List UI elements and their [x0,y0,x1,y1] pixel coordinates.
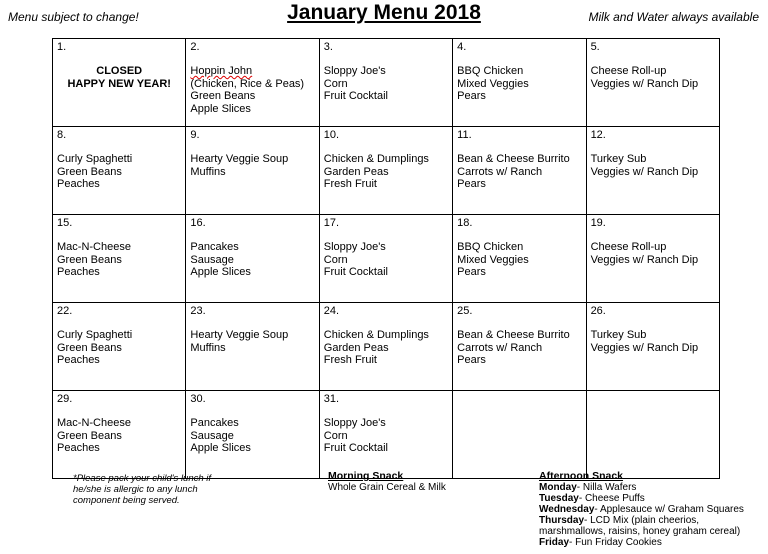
menu-item: Chicken & Dumplings [323,329,429,341]
menu-item: Curly Spaghetti [57,329,133,341]
menu-item: Veggies w/ Ranch Dip [590,253,699,266]
menu-item: Veggies w/ Ranch Dip [590,77,699,90]
calendar-day-cell [186,39,319,127]
menu-item: Mixed Veggies [457,77,529,90]
snack-food: - LCD Mix (plain cheerios, marshmallows, raisins, honey graham cereal) [539,515,741,537]
menu-item: (Chicken, Rice & Peas) [190,77,305,90]
calendar-week-row [53,391,720,479]
menu-item: BBQ Chicken [457,65,524,77]
menu-item: Pancakes [190,241,239,253]
menu-item: Pears [457,266,486,278]
menu-item: Hearty Veggie Soup [190,153,289,165]
menu-item: Green Beans [57,165,122,178]
calendar-day-cell [53,391,186,479]
calendar-week-row [53,127,720,215]
calendar-day-cell [319,39,452,127]
menu-item: Fruit Cocktail [323,442,388,454]
menu-item: Turkey Sub [590,329,647,341]
day-number: 17. [323,217,340,229]
day-number: 9. [190,129,200,141]
snack-food: - Fun Friday Cookies [569,537,662,548]
calendar-week-row [53,215,720,303]
menu-item: Green Beans [190,90,256,102]
day-number [591,393,715,417]
snack-weekday: Monday [539,482,577,493]
menu-item: Bean & Cheese Burrito [457,329,570,341]
menu-item: Green Beans [57,341,122,354]
day-number: 18. [457,217,473,229]
calendar-day-cell [186,391,319,479]
day-number: 23. [190,305,206,317]
calendar-day-cell [186,127,319,215]
menu-item: Garden Peas [323,165,389,178]
menu-item: Veggies w/ Ranch Dip [590,341,699,354]
morning-snack [328,471,446,493]
closed-notice: CLOSED [96,65,143,77]
calendar-day-cell [453,391,586,479]
menu-item: Carrots w/ Ranch [457,341,543,354]
calendar-day-cell [586,303,719,391]
snack-food: - Cheese Puffs [578,493,645,504]
afternoon-snack-item [539,515,768,537]
day-number [457,393,581,417]
afternoon-snack-title: Afternoon Snack [539,470,624,482]
menu-item: Peaches [57,442,100,454]
menu-item: Sloppy Joe's [323,241,386,253]
afternoon-snack-item [539,537,768,548]
calendar-day-cell [53,39,186,127]
calendar-day-cell [53,215,186,303]
allergy-note: *Please pack your child's lunch if he/she is allergic to any lunch component being served. [73,473,212,506]
afternoon-snack [539,471,768,548]
menu-item: Corn [323,429,348,442]
calendar-week-row [53,303,720,391]
calendar-week-row [53,39,720,127]
menu-item: Bean & Cheese Burrito [457,153,570,165]
snack-food: - Nilla Wafers [576,482,637,493]
calendar-day-cell [53,127,186,215]
calendar-day-cell [186,215,319,303]
menu-item: BBQ Chicken [457,241,524,253]
day-number: 2. [190,41,200,53]
day-number: 31. [323,393,340,405]
calendar-day-cell [453,303,586,391]
morning-snack-title: Morning Snack [328,470,404,482]
day-number: 26. [590,305,606,317]
snack-food: - Applesauce w/ Graham Squares [594,504,744,515]
menu-item: Fresh Fruit [323,178,377,190]
calendar-body [53,39,720,479]
closed-notice: HAPPY NEW YEAR! [67,77,171,90]
menu-change-note: Menu subject to change! [8,10,139,24]
calendar-day-cell [319,127,452,215]
menu-item: Mixed Veggies [457,253,529,266]
menu-item: Cheese Roll-up [590,65,667,77]
day-number: 22. [57,305,73,317]
calendar-day-cell [453,215,586,303]
snack-weekday: Friday [539,537,570,548]
day-number: 11. [457,129,472,141]
day-number: 1. [57,41,67,53]
day-number: 25. [457,305,473,317]
menu-item: Sloppy Joe's [323,65,386,77]
menu-item: Curly Spaghetti [57,153,133,165]
calendar-day-cell [53,303,186,391]
menu-item: Muffins [190,165,226,178]
menu-item: Apple Slices [190,442,251,454]
day-number: 16. [190,217,206,229]
day-number: 15. [57,217,73,229]
afternoon-snack-item [539,493,768,504]
menu-item: Fruit Cocktail [323,266,388,278]
menu-item: Pancakes [190,417,239,429]
calendar-day-cell [319,303,452,391]
day-number: 5. [590,41,600,53]
menu-item: Corn [323,77,348,90]
menu-item: Mac-N-Cheese [57,241,131,253]
calendar-day-cell [586,391,719,479]
menu-item: Peaches [57,178,100,190]
menu-item: Fruit Cocktail [323,90,388,102]
menu-item: Veggies w/ Ranch Dip [590,165,699,178]
calendar-day-cell [453,127,586,215]
menu-item: Muffins [190,341,226,354]
day-number: 3. [323,41,333,53]
afternoon-snack-list [539,482,768,548]
calendar-day-cell [586,127,719,215]
menu-item: Turkey Sub [590,153,647,165]
morning-snack-text: Whole Grain Cereal & Milk [328,482,446,493]
day-number: 10. [323,129,340,141]
menu-item: Sloppy Joe's [323,417,386,429]
day-number: 8. [57,129,67,141]
menu-item: Green Beans [57,429,122,442]
day-number: 4. [457,41,467,53]
menu-item: Peaches [57,354,100,366]
snack-weekday: Tuesday [539,493,579,504]
menu-calendar [52,38,720,479]
menu-item: Mac-N-Cheese [57,417,131,429]
menu-item: Corn [323,253,348,266]
milk-water-note: Milk and Water always available [588,10,759,24]
menu-item: Cheese Roll-up [590,241,667,253]
menu-item: Carrots w/ Ranch [457,165,543,178]
day-number: 24. [323,305,340,317]
snack-weekday: Wednesday [539,504,595,515]
menu-item: Apple Slices [190,102,251,115]
menu-item: Peaches [57,266,100,278]
calendar-day-cell [186,303,319,391]
snack-weekday: Thursday [539,515,585,526]
calendar-day-cell [319,391,452,479]
day-number: 30. [190,393,206,405]
afternoon-snack-item [539,482,768,493]
calendar-day-cell [586,215,719,303]
calendar-day-cell [319,215,452,303]
day-number: 12. [590,129,606,141]
menu-item: Garden Peas [323,341,389,354]
menu-item: Hearty Veggie Soup [190,329,289,341]
menu-item: Green Beans [57,253,122,266]
page-title: January Menu 2018 [287,1,481,24]
calendar-day-cell [453,39,586,127]
afternoon-snack-item [539,504,768,515]
menu-item: Sausage [190,253,234,266]
calendar-day-cell [586,39,719,127]
menu-item: Fresh Fruit [323,354,377,366]
menu-item: Pears [457,178,486,190]
menu-item: Apple Slices [190,266,251,278]
menu-item: Pears [457,354,486,366]
menu-item: Hoppin John [190,65,253,77]
menu-item: Chicken & Dumplings [323,153,429,165]
day-number: 19. [590,217,606,229]
day-number: 29. [57,393,73,405]
menu-item: Pears [457,90,486,102]
menu-item: Sausage [190,429,234,442]
